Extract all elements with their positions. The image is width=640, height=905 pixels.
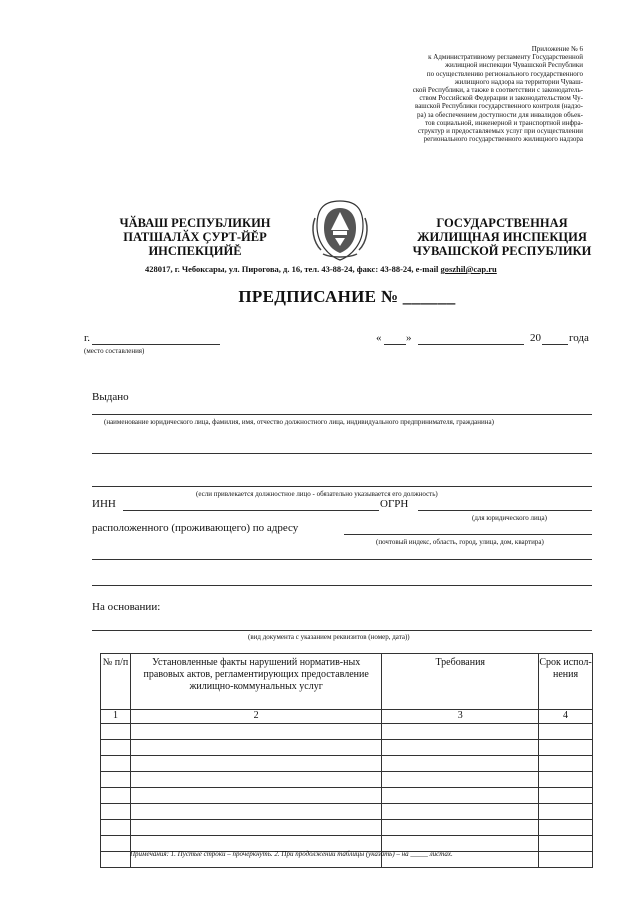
address-field[interactable]: [344, 534, 592, 535]
issued-field[interactable]: [92, 414, 592, 415]
col-number: 1: [101, 710, 131, 724]
table-row[interactable]: [101, 788, 593, 804]
table-cell[interactable]: [382, 820, 539, 836]
address-label: расположенного (проживающего) по адресу: [92, 522, 299, 534]
col-deadline-header: Срок испол-нения: [539, 654, 593, 710]
col-number: 3: [382, 710, 539, 724]
table-cell[interactable]: [101, 820, 131, 836]
col-violations-header: Установленные факты нарушений норматив-ных правовых актов, регламентирующих предоставление жилищно-коммунальных услуг: [130, 654, 381, 710]
header-line: ЧУВАШСКОЙ РЕСПУБЛИКИ: [412, 244, 592, 258]
ogrn-label: ОГРН: [380, 498, 409, 510]
day-field[interactable]: [384, 344, 406, 345]
basis-field[interactable]: [92, 630, 592, 631]
place-prefix: г.: [84, 332, 91, 344]
issued-label: Выдано: [92, 391, 129, 403]
col-number: 2: [130, 710, 381, 724]
appendix-line: ра) за обеспечением доступности для инвалидов объек-: [417, 110, 583, 119]
table-cell[interactable]: [382, 740, 539, 756]
appendix-line: вашской Республики государственного контроля (надзо-: [414, 102, 583, 111]
appendix-line: структур и предоставляемых услуг при осуществлении: [418, 127, 583, 136]
header-line: ГОСУДАРСТВЕННАЯ: [436, 216, 568, 230]
col-number-header: № п/п: [101, 654, 131, 710]
date-close-quote: »: [406, 332, 412, 344]
appendix-line: жилищного надзора на территории Чуваш-: [454, 77, 583, 86]
table-cell[interactable]: [539, 820, 593, 836]
table-cell[interactable]: [539, 724, 593, 740]
table-row[interactable]: [101, 820, 593, 836]
table-cell[interactable]: [539, 804, 593, 820]
address-field-2[interactable]: [92, 559, 592, 560]
table-cell[interactable]: [539, 836, 593, 852]
table-cell[interactable]: [382, 804, 539, 820]
table-cell[interactable]: [130, 724, 381, 740]
date-open-quote: «: [376, 332, 382, 344]
year-prefix: 20: [530, 332, 541, 344]
table-header-row: [101, 654, 593, 710]
position-hint: (если привлекается должностное лицо - обязательно указывается его должность): [196, 490, 438, 498]
basis-hint: (вид документа с указанием реквизитов (номер, дата)): [248, 633, 410, 641]
table-row[interactable]: [101, 756, 593, 772]
table-cell[interactable]: [130, 756, 381, 772]
table-cell[interactable]: [101, 788, 131, 804]
table-cell[interactable]: [382, 756, 539, 772]
basis-label: На основании:: [92, 601, 161, 613]
table-row[interactable]: [101, 772, 593, 788]
appendix-line: к Административному регламенту Государственной: [428, 53, 583, 62]
table-footnote: Примечания: 1. Пустые строки – прочеркнуть. 2. При продолжении таблицы (указать) – на _____ листах.: [130, 850, 453, 858]
address-hint: (почтовый индекс, область, город, улица, дом, квартира): [376, 538, 544, 546]
table-cell[interactable]: [130, 788, 381, 804]
month-field[interactable]: [418, 344, 524, 345]
table-cell[interactable]: [539, 852, 593, 868]
appendix-line: Приложение № 6: [531, 45, 583, 53]
issued-field-2[interactable]: [92, 453, 592, 454]
table-cell[interactable]: [539, 740, 593, 756]
table-row[interactable]: [101, 804, 593, 820]
violations-table: [100, 653, 593, 868]
header-chuvash-name: [95, 216, 295, 258]
table-cell[interactable]: [130, 804, 381, 820]
ogrn-hint: (для юридического лица): [472, 514, 547, 522]
issued-field-3[interactable]: [92, 486, 592, 487]
table-numbering-row: [101, 710, 593, 724]
email-link[interactable]: goszhil@cap.ru: [440, 264, 497, 274]
table-cell[interactable]: [101, 852, 131, 868]
table-row[interactable]: [101, 724, 593, 740]
ogrn-field[interactable]: [418, 510, 592, 511]
table-cell[interactable]: [382, 772, 539, 788]
col-number: 4: [539, 710, 593, 724]
inn-label: ИНН: [92, 498, 116, 510]
table-cell[interactable]: [101, 740, 131, 756]
document-title: ПРЕДПИСАНИЕ № ______: [238, 287, 456, 306]
table-cell[interactable]: [101, 804, 131, 820]
contact-address: [145, 264, 497, 274]
header-line: ЖИЛИЩНАЯ ИНСПЕКЦИЯ: [417, 230, 587, 244]
appendix-note: [363, 45, 583, 143]
issued-hint: (наименование юридического лица, фамилия, имя, отчество должностного лица, индивидуального предпринимателя, гражданина): [104, 418, 494, 426]
inn-field[interactable]: [123, 510, 379, 511]
year-field[interactable]: [542, 344, 568, 345]
table-cell[interactable]: [101, 724, 131, 740]
table-cell[interactable]: [539, 756, 593, 772]
table-cell[interactable]: [101, 772, 131, 788]
table-cell[interactable]: [130, 740, 381, 756]
appendix-line: регионального государственного жилищного надзора: [423, 135, 583, 144]
address-text: 428017, г. Чебоксары, ул. Пирогова, д. 16, тел. 43-88-24, факс: 43-88-24, e-mail: [145, 264, 441, 274]
header-line: ПАТШАЛӐХ ҪУРТ-ЙĔР: [123, 230, 267, 244]
table-cell[interactable]: [539, 772, 593, 788]
appendix-line: жилищной инспекции Чувашской Республики: [445, 61, 583, 70]
table-cell[interactable]: [101, 836, 131, 852]
header-line: ИНСПЕКЦИЙĔ: [148, 244, 242, 258]
table-row[interactable]: [101, 740, 593, 756]
table-cell[interactable]: [101, 756, 131, 772]
address-field-3[interactable]: [92, 585, 592, 586]
header-russian-name: [398, 216, 606, 258]
table-cell[interactable]: [382, 724, 539, 740]
table-cell[interactable]: [539, 788, 593, 804]
year-suffix: года: [569, 332, 589, 344]
table-cell[interactable]: [382, 788, 539, 804]
appendix-line: ской Республики, а также в соответствии с законодатель-: [412, 86, 583, 95]
table-cell[interactable]: [130, 820, 381, 836]
col-requirements-header: Требования: [382, 654, 539, 710]
appendix-line: ством Российской Федерации и законодательством Чу-: [419, 94, 583, 103]
place-field[interactable]: [92, 344, 220, 345]
table-cell[interactable]: [130, 772, 381, 788]
appendix-line: по осуществлению регионального государственного: [426, 69, 583, 78]
appendix-line: тов социальной, инженерной и транспортной инфра-: [425, 118, 583, 127]
coat-of-arms-icon: [311, 198, 369, 262]
place-hint: (место составления): [84, 347, 145, 355]
header-line: ЧӐВАШ РЕСПУБЛИКИН: [119, 216, 271, 230]
